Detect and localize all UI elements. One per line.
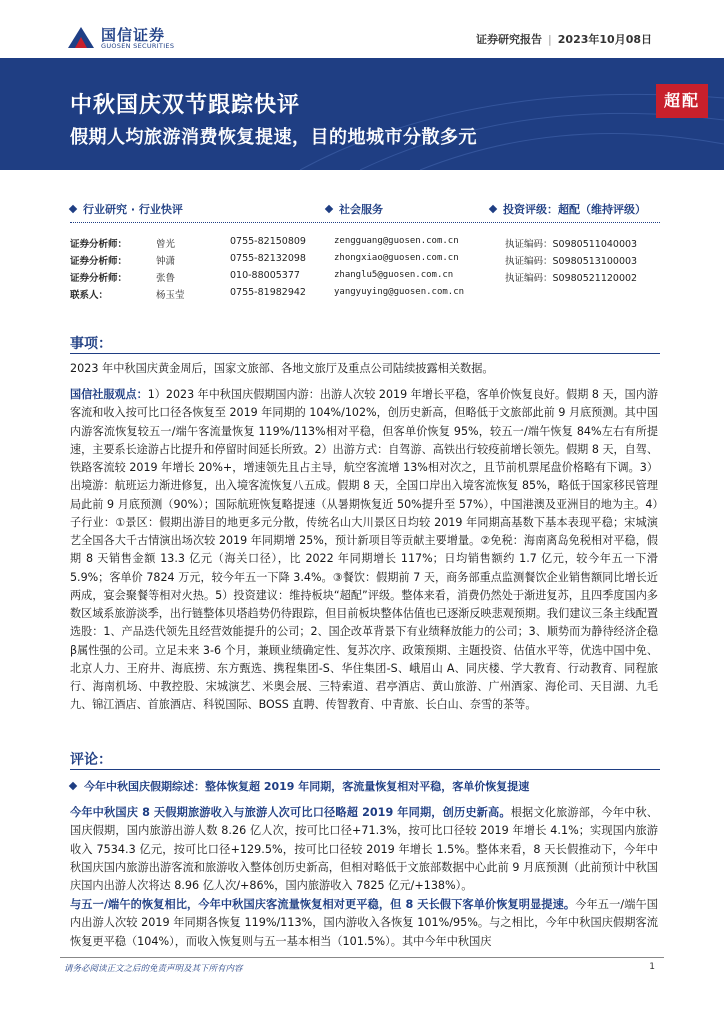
rating-badge: 超配 <box>656 84 708 118</box>
analyst-row: 证券分析师： 钟潇 0755-82132098 zhongxiao@guosen.com.cn 执证编码：S0980513100003 <box>70 253 638 267</box>
page-number: 1 <box>649 962 655 972</box>
comment-paragraph-2 <box>70 896 658 952</box>
guosen-logo-icon <box>66 24 96 50</box>
paragraph-2-lead: 与五一/端午的恢复相比，今年中秋国庆客流量恢复相对更平稳，但 8 天长假下客单价恢复明显提速。 <box>70 898 576 911</box>
logo-text-en: GUOSEN SECURITIES <box>101 42 175 50</box>
footer-rule <box>60 957 664 958</box>
events-heading: 事项： <box>70 336 112 352</box>
report-title: 中秋国庆双节跟踪快评 <box>70 93 301 118</box>
events-text: 2023 年中秋国庆黄金周后，国家文旅部、各地文旅厅及重点公司陆续披露相关数据。 <box>70 362 494 375</box>
viewpoint-paragraph <box>70 386 658 715</box>
analyst-row: 联系人： 杨玉莹 0755-81982942 yangyuying@guosen.com.cn <box>70 287 465 301</box>
viewpoint-text: 1）2023 年中秋国庆假期国内游：出游人次较 2019 年增长平稳，客单价恢复良好。假期 8 天，国内游客流和收入按可比口径各恢复至 2019 年同期的 104%/102%，创历史新高，但略低于文旅部此前 9 月底预测。其中国内游客流恢复较五一/端午客流量恢复 119%/113%相对平稳，但客单价恢复 95%，较五一/端午恢复 84%左右有所提速，主要系长途游占比提升和停留时间延长所致。2）出游方式：自驾游、高铁出行较疫前增长领先。假期 8 天，自驾、铁路客流较 2019 年增长 20%+，增速领先且占主导，航空客流增 13%相对次之，且节前机票尾盘价格略有下调。3）出境游：航班运力渐进修复，出入境客流恢复八五成。假期 8 天，全国口岸出入境客流恢复 85%，略低于国家移民管理局此前 9 月底预测（90%）；国际航班恢复略提速（从暑期恢复近 50%提升至 57%），中国港澳及亚洲目的地为主。4）子行业：①景区：假期出游目的地更多元分散，传统名山大川景区日均较 2019 年同期高基数下基本表现平稳；宋城演艺全国各大千古情演出场次较 2019 年同期增 25%，预计新项目等贡献主要增量。②免税：海南离岛免税相对平稳，假期 8 天销售金额 13.3 亿元（海关口径），比 2022 年同期增长 117%；日均销售额约 1.7 亿元，较今年五一下滑 5.9%；客单价 7824 万元，较今年五一下降 3.4%。③餐饮：假期前 7 天，商务部重点监测餐饮企业销售额同比增长近两成，宴会聚餐等相对火热。5）投资建议：维持板块“超配”评级。整体来看，消费仍然处于渐进复苏，且四季度国内多数区域系旅游淡季，出行链整体贝塔趋势仍待跟踪，但目前板块整体估值也已逐渐反映悲观预期。我们建议三条主线配置选股：1、产品迭代领先且经营效能提升的公司；2、国企改革背景下有业绩释放能力的公司；3、顺势而为静待经济企稳β属性强的公司。立足未来 3-6 个月，兼顾业绩确定性、复苏次序、政策预期、主题投资、估值水平等，优选中国中免、北京人力、王府井、海底捞、东方甄选、携程集团-S、华住集团-S、峨眉山 A、同庆楼、学大教育、行动教育、同程旅行、海南机场、中教控股、宋城演艺、米奥会展、三特索道、君亭酒店、黄山旅游、广州酒家、海伦司、天目湖、九毛九、锦江酒店、首旅酒店、科锐国际、BOSS 直聘、传智教育、中青旅、长白山、奈雪的茶等。 <box>70 388 658 712</box>
analyst-row: 证券分析师： 曾光 0755-82150809 zengguang@guosen.com.cn 执证编码：S0980511040003 <box>70 236 638 250</box>
comment-bullet: 今年中秋国庆假期综述：整体恢复超 2019 年同期，客流量恢复相对平稳，客单价恢复提速 <box>70 778 658 794</box>
paragraph-1-text: 根据文化旅游部，今年中秋、国庆假期，国内旅游出游人数 8.26 亿人次，按可比口径+71.3%，按可比口径较 2019 年增长 4.1%；实现国内旅游收入 7534.3 亿元，按可比口径+129.5%，按可比口径较 2019 年增长 1.5%。整体来看，8 天长假推动下，今年中秋国庆国内旅游出游客流和旅游收入整体创历史新高，但相对略低于文旅部数据中心此前 9 月底预测（此前预计中秋国庆国内出游人次将达 8.96 亿人次/+86%，国内旅游收入 7825 亿元/+138%）。 <box>70 806 658 893</box>
header-meta: 证券研究报告 | 2023年10月08日 <box>476 33 652 46</box>
diamond-bullet-icon <box>489 205 497 213</box>
comment-heading: 评论： <box>70 752 112 768</box>
viewpoint-lead: 国信社服观点： <box>70 388 148 401</box>
analyst-row: 证券分析师： 张鲁 010-88005377 zhanglu5@guosen.com.cn 执证编码：S0980521120002 <box>70 270 638 284</box>
section-rule <box>70 353 660 354</box>
paragraph-2-text: 今年五一/端午国内出游人次较 2019 年同期各恢复 119%/113%，国内游收入各恢复 101%/95%。与之相比，今年中秋国庆假期客流恢复更平稳（104%），而收入恢复则与五一基本相当（101.5%）。其中今年中秋国庆 <box>70 898 658 948</box>
diamond-bullet-icon <box>69 205 77 213</box>
logo-text-cn: 国信证券 <box>101 26 166 44</box>
report-type: 证券研究报告 <box>476 33 543 46</box>
paragraph-1-lead: 今年中秋国庆 8 天假期旅游收入与旅游人次可比口径略超 2019 年同期，创历史新高。 <box>70 806 511 819</box>
divider <box>70 222 660 223</box>
report-subtitle: 假期人均旅游消费恢复提速，目的地城市分散多元 <box>70 127 477 148</box>
industry-label: 社会服务 <box>326 201 383 217</box>
diamond-bullet-icon <box>325 205 333 213</box>
section-rule <box>70 769 660 770</box>
disclaimer-note: 请务必阅读正文之后的免责声明及其下所有内容 <box>64 964 243 974</box>
report-date: 2023年10月08日 <box>557 33 652 46</box>
comment-paragraph-1 <box>70 804 658 895</box>
diamond-bullet-icon <box>69 782 77 790</box>
category-label: 行业研究 · 行业快评 <box>70 201 183 217</box>
investment-rating: 投资评级：超配（维持评级） <box>490 201 646 217</box>
